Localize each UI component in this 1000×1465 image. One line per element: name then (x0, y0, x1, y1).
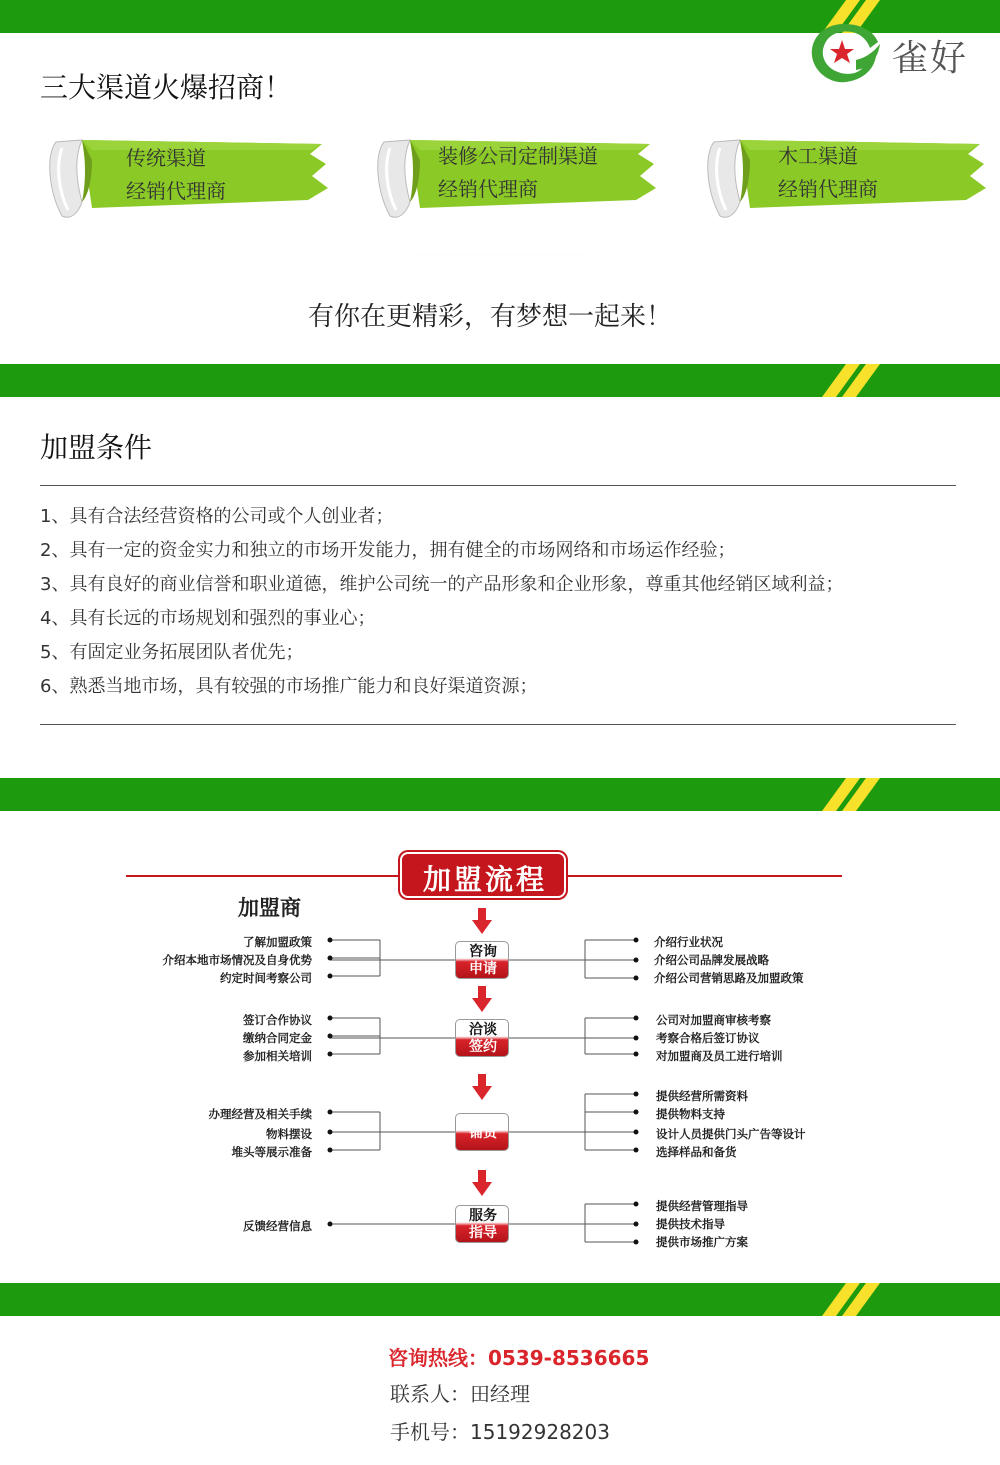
brand-name: 雀好 (892, 38, 969, 79)
step4-line2: 指导 (469, 1225, 497, 1241)
section-band-4 (0, 1283, 1000, 1316)
process-title-badge (400, 852, 566, 898)
process-role-label: 加盟商 (238, 896, 301, 920)
condition-item: 1、具有合法经营资格的公司或个人创业者； (40, 506, 394, 527)
shadow-divider (40, 250, 960, 270)
step3-left-item: 物料摆设 (266, 1127, 312, 1141)
section-band-3 (0, 778, 1000, 811)
step4-left-item: 反馈经营信息 (243, 1219, 312, 1233)
step1-right-item: 介绍公司营销思路及加盟政策 (654, 971, 804, 985)
conditions-list (40, 502, 843, 706)
brand-logo (804, 14, 994, 94)
yellow-stripes-decoration (800, 1283, 880, 1316)
yellow-stripes-decoration (800, 778, 880, 811)
channel-card-decoration-company (370, 130, 660, 230)
step3-right-item: 提供经营所需资料 (656, 1089, 748, 1103)
step3-right-item: 设计人员提供门头广告等设计 (656, 1127, 806, 1141)
condition-item: 4、具有长远的市场规划和强烈的事业心； (40, 608, 376, 629)
step-box-stocking (455, 1113, 509, 1151)
slogan: 有你在更精彩，有梦想一起来！ (307, 302, 672, 332)
step2-line1: 洽谈 (469, 1022, 497, 1038)
step1-line1: 咨询 (469, 944, 497, 960)
step3-left-item: 办理经营及相关手续 (208, 1107, 312, 1121)
step4-right-item: 提供经营管理指导 (656, 1199, 748, 1213)
process-title: 加盟流程 (422, 863, 547, 896)
divider-top (40, 485, 956, 486)
step3-left-item: 堆头等展示准备 (231, 1145, 312, 1159)
conditions-title: 加盟条件 (40, 431, 153, 464)
step2-right-item: 对加盟商及员工进行培训 (656, 1049, 783, 1063)
step2-right-item: 考察合格后签订协议 (656, 1031, 760, 1045)
channel-1-line2: 经销代理商 (126, 179, 226, 203)
step3-right-item: 提供物料支持 (656, 1107, 725, 1121)
condition-item: 5、有固定业务拓展团队者优先； (40, 642, 304, 663)
yellow-stripes-decoration (800, 364, 880, 397)
step1-left-item: 介绍本地市场情况及自身优势 (162, 953, 312, 967)
channel-card-carpentry (700, 130, 990, 230)
step2-right-item: 公司对加盟商审核考察 (656, 1013, 771, 1027)
brand-logo-icon (804, 14, 884, 94)
section-band-2 (0, 364, 1000, 397)
condition-item: 3、具有良好的商业信誉和职业道德，维护公司统一的产品形象和企业形象，尊重其他经销区域利益； (40, 574, 844, 595)
step1-line2: 申请 (469, 961, 497, 977)
step4-line1: 服务 (469, 1208, 497, 1224)
channel-3-line2: 经销代理商 (778, 177, 878, 201)
contact-mobile: 手机号：15192928203 (390, 1420, 610, 1444)
step-box-consult (455, 941, 509, 979)
step2-left-item: 缴纳合同定金 (243, 1031, 312, 1045)
contact-person: 联系人：田经理 (390, 1382, 530, 1406)
step3-right-item: 选择样品和备货 (656, 1145, 737, 1159)
channel-card-traditional (42, 130, 332, 230)
channel-1-line1: 传统渠道 (126, 146, 206, 170)
step3-line1: 铺货 (469, 1125, 497, 1141)
condition-item: 2、具有一定的资金实力和独立的市场开发能力，拥有健全的市场网络和市场运作经验； (40, 540, 736, 561)
step1-right-item: 介绍行业状况 (654, 935, 723, 949)
step-box-negotiate (455, 1019, 509, 1057)
channel-3-line1: 木工渠道 (778, 144, 858, 168)
step2-left-item: 参加相关培训 (243, 1049, 312, 1063)
step2-line2: 签约 (469, 1039, 497, 1055)
step4-right-item: 提供技术指导 (656, 1217, 725, 1231)
step4-right-item: 提供市场推广方案 (656, 1235, 748, 1249)
step1-right-item: 介绍公司品牌发展战略 (654, 953, 769, 967)
condition-item: 6、熟悉当地市场，具有较强的市场推广能力和良好渠道资源； (40, 676, 538, 697)
step1-left-item: 约定时间考察公司 (220, 971, 312, 985)
channel-2-line1: 装修公司定制渠道 (438, 144, 598, 168)
contact-hotline: 咨询热线：0539-8536665 (388, 1346, 650, 1370)
headline: 三大渠道火爆招商！ (40, 71, 293, 104)
step-box-service (455, 1205, 509, 1243)
divider-bottom (40, 724, 956, 725)
step2-left-item: 签订合作协议 (243, 1013, 312, 1027)
channel-2-line2: 经销代理商 (438, 177, 538, 201)
step1-left-item: 了解加盟政策 (243, 935, 312, 949)
process-flow-diagram (0, 840, 1000, 1280)
